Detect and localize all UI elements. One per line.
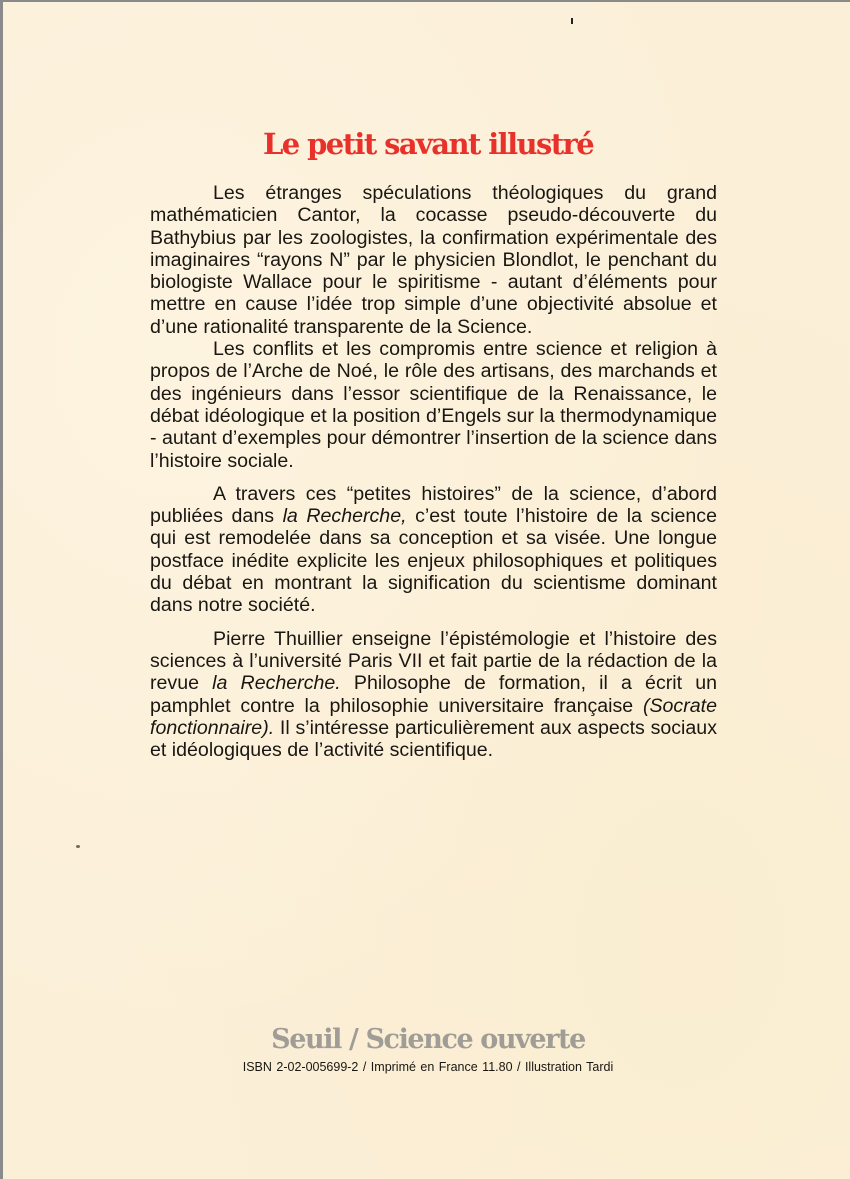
blurb-paragraph <box>150 483 717 617</box>
paragraph-text: Philosophe de formation, il a écrit un pamphlet contre la philosophie universitaire française <box>150 672 717 717</box>
paragraph-text: Les étranges spéculations théologiques du grand mathématicien Cantor, la cocasse pseudo-découverte du Bathybius par les zoologistes, la confirmation expérimentale des imaginaires “rayons N” par le physicien Blondlot, le penchant du biologiste Wallace pour le spiritisme - autant d’éléments pour mettre en cause l’idée trop simple d’une objectivité absolue et d’une rationalité transparente de la Science. <box>150 182 717 338</box>
paragraph-text: A travers ces “petites histoires” de la science, d’abord publiées dans <box>150 482 717 528</box>
publisher-collection-name: Seuil / Science ouverte <box>271 1024 585 1055</box>
paragraph-text: c’est toute l’histoire de la science qui est remodelée dans sa conception et sa visée. Une longue postface inédite explicite les enjeux philosophiques et politiques du débat en montrant la signification du scientisme dominant dans notre société. <box>150 505 717 617</box>
paper-mark <box>571 18 573 24</box>
paragraph-text: Pierre Thuillier enseigne l’épistémologie et l’histoire des sciences à l’université Paris VII et fait partie de la rédaction de la revue <box>150 627 717 695</box>
blurb-text <box>150 182 717 761</box>
italic-title-reference: (Socrate fonctionnaire). <box>150 694 717 739</box>
blurb-paragraph <box>150 338 717 472</box>
paragraph-text: Les conflits et les compromis entre science et religion à propos de l’Arche de Noé, le rôle des artisans, des marchands et des ingénieurs dans l’essor scientifique de la Renaissance, le débat idéologique et la position d’Engels sur la thermodynamique - autant d’exemples pour démontrer l’insertion de la science dans l’histoire sociale. <box>150 338 717 472</box>
book-title: Le petit savant illustré <box>262 127 594 161</box>
paragraph-text: Il s’intéresse particulièrement aux aspects sociaux et idéologiques de l’activité scientifique. <box>150 716 717 762</box>
paper-speck <box>76 845 80 848</box>
isbn-imprint-line: ISBN 2-02-005699-2 / Imprimé en France 11.80 / Illustration Tardi <box>242 1060 614 1074</box>
blurb-paragraph <box>150 628 717 762</box>
book-back-cover <box>3 2 850 1179</box>
blurb-paragraph <box>150 182 717 338</box>
italic-title-reference: la Recherche, <box>282 505 407 528</box>
italic-title-reference: la Recherche. <box>212 672 341 695</box>
